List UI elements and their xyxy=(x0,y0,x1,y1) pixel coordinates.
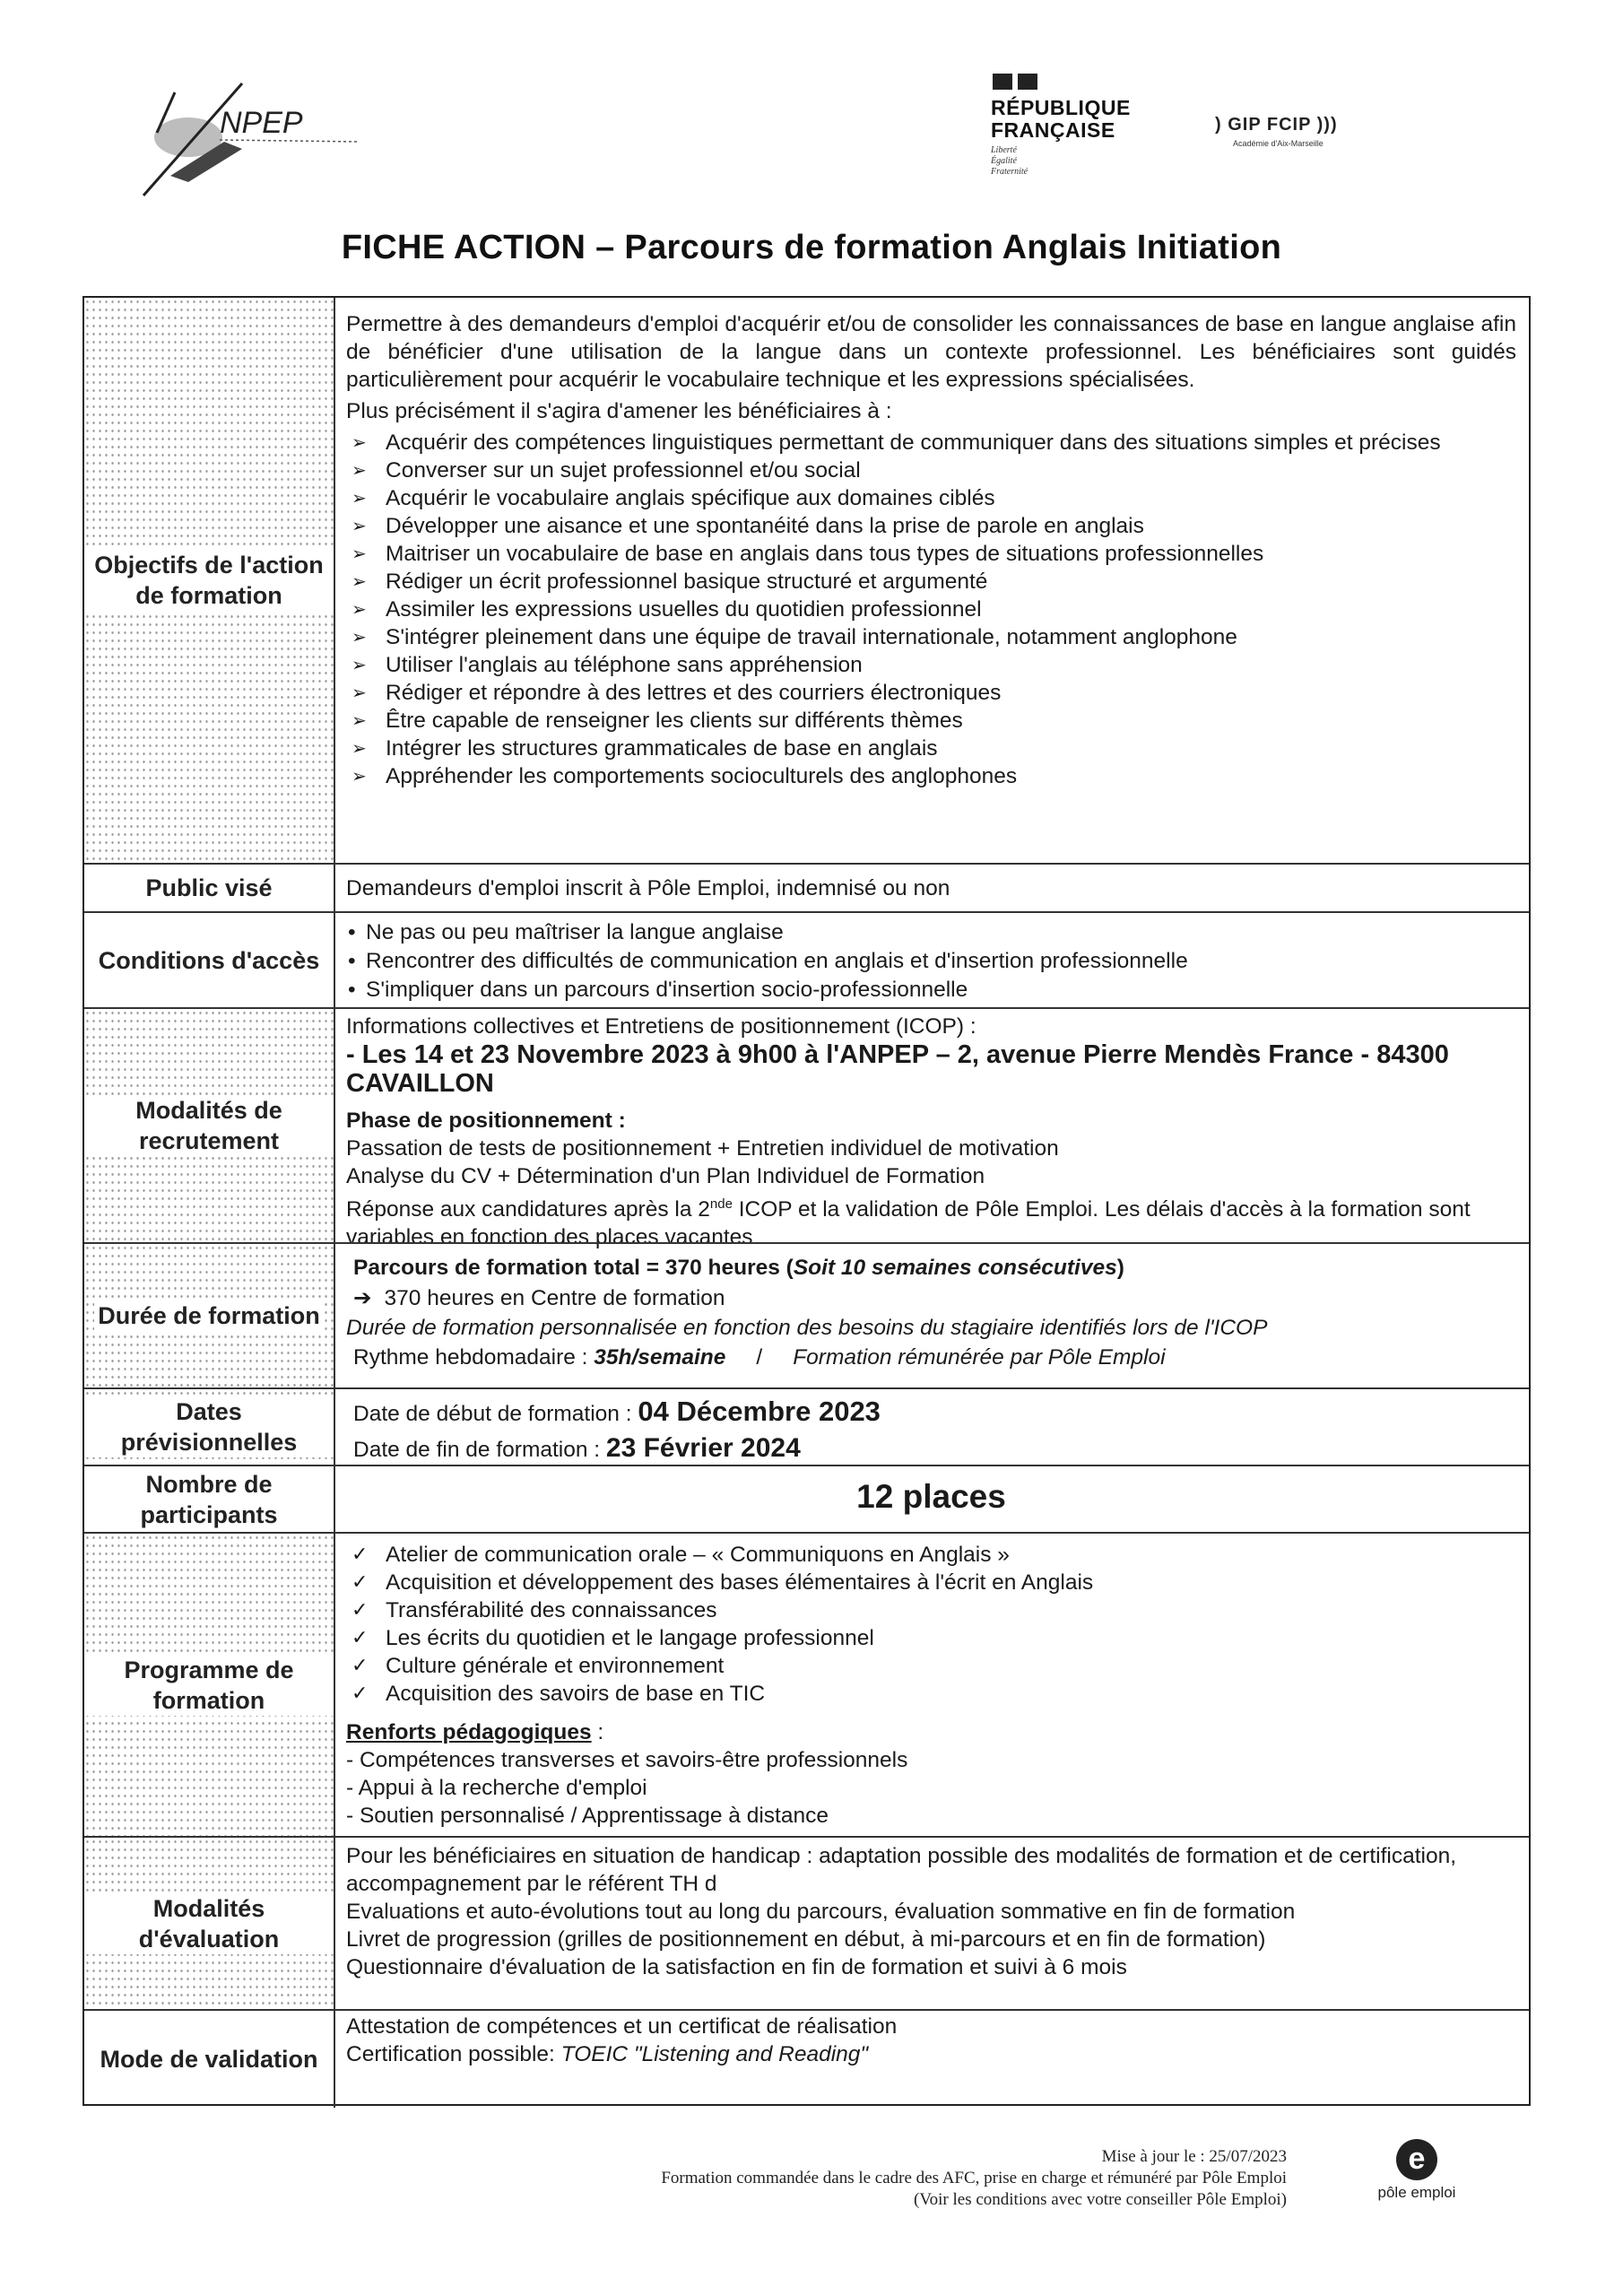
evaluation-line: Pour les bénéficiaires en situation de handicap : adaptation possible des modalités de formation et de certification, accompagnement par le référent TH d xyxy=(346,1844,1457,1896)
date-debut: Date de début de formation : 04 Décembre 2023 xyxy=(353,1396,881,1427)
list-item: ✓ Atelier de communication orale – « Communiquons en Anglais » xyxy=(346,1541,1516,1569)
recrutement-phase-line: Passation de tests de positionnement + Entretien individuel de motivation xyxy=(346,1136,1059,1161)
renforts-item: - Appui à la recherche d'emploi xyxy=(346,1776,647,1800)
content-conditions xyxy=(334,913,1529,1007)
anpep-logo xyxy=(135,70,386,204)
anpep-logo-text: NPEP xyxy=(220,106,303,140)
list-item: ➢ Rédiger un écrit professionnel basique structuré et argumenté xyxy=(346,568,1516,596)
evaluation-line: Evaluations et auto-évolutions tout au long du parcours, évaluation sommative en fin de formation xyxy=(346,1900,1296,1924)
row-conditions xyxy=(84,911,1529,1007)
content-objectifs xyxy=(334,298,1529,863)
label-evaluation: Modalités d'évaluation xyxy=(84,1838,335,2009)
list-item: ➢ Acquérir le vocabulaire anglais spécifique aux domaines ciblés xyxy=(346,484,1516,512)
page-title: FICHE ACTION – Parcours de formation Anglais Initiation xyxy=(341,229,1282,266)
label-objectifs: Objectifs de l'action de formation xyxy=(84,298,335,863)
pole-emploi-logo xyxy=(1363,2139,1471,2220)
list-item: ➢ Être capable de renseigner les clients sur différents thèmes xyxy=(346,707,1516,735)
list-item: ➢ Intégrer les structures grammaticales de base en anglais xyxy=(346,735,1516,762)
conditions-list xyxy=(346,918,1516,1004)
label-conditions: Conditions d'accès xyxy=(84,913,335,1007)
row-recrutement xyxy=(84,1007,1529,1250)
row-participants xyxy=(84,1465,1529,1532)
validation-line1: Attestation de compétences et un certificat de réalisation xyxy=(346,2014,898,2039)
list-item: ➢ Rédiger et répondre à des lettres et des courriers électroniques xyxy=(346,679,1516,707)
list-item: ✓ Acquisition et développement des bases élémentaires à l'écrit en Anglais xyxy=(346,1569,1516,1596)
row-validation xyxy=(84,2009,1529,2108)
pole-emploi-icon: e xyxy=(1396,2139,1437,2180)
list-item: ➢ Converser sur un sujet professionnel et/ou social xyxy=(346,457,1516,484)
list-item: ✓ Transférabilité des connaissances xyxy=(346,1596,1516,1624)
content-evaluation xyxy=(334,1838,1529,2009)
footer-line2: Formation commandée dans le cadre des AFC, prise en charge et rémunéré par Pôle Emploi xyxy=(661,2169,1287,2187)
content-recrutement xyxy=(334,1009,1529,1250)
pole-emploi-name: pôle emploi xyxy=(1377,2184,1456,2201)
duree-perso: Durée de formation personnalisée en fonction des besoins du stagiaire identifiés lors de l'ICOP xyxy=(346,1316,1268,1340)
label-duree: Durée de formation xyxy=(84,1244,335,1387)
list-item: ✓ Les écrits du quotidien et le langage professionnel xyxy=(346,1624,1516,1652)
list-item: ➢ Utiliser l'anglais au téléphone sans appréhension xyxy=(346,651,1516,679)
gip-logo-sub: Académie d'Aix-Marseille xyxy=(1233,139,1324,148)
label-programme: Programme de formation xyxy=(84,1534,335,1836)
objectifs-lead: Plus précisément il s'agira d'amener les bénéficiaires à : xyxy=(346,399,892,423)
rf-motto-2: Égalité xyxy=(991,156,1017,166)
duree-rythme: Rythme hebdomadaire : 35h/semaine / Formation rémunérée par Pôle Emploi xyxy=(353,1345,1166,1370)
label-validation: Mode de validation xyxy=(84,2011,335,2108)
rf-name-line1: RÉPUBLIQUE xyxy=(991,96,1131,119)
gip-bracket-right-icon: ))) xyxy=(1316,115,1338,135)
list-item: • S'impliquer dans un parcours d'insertion socio-professionnelle xyxy=(346,976,1516,1004)
content-programme xyxy=(334,1534,1529,1836)
renforts-item: - Compétences transverses et savoirs-être professionnels xyxy=(346,1748,908,1772)
label-public: Public visé xyxy=(84,865,335,911)
content-public: Demandeurs d'emploi inscrit à Pôle Emploi, indemnisé ou non xyxy=(346,876,950,900)
recrutement-phase-title: Phase de positionnement : xyxy=(346,1109,626,1133)
list-item: • Ne pas ou peu maîtriser la langue anglaise xyxy=(346,918,1516,947)
evaluation-line: Livret de progression (grilles de positionnement en début, à mi-parcours et en fin de formation) xyxy=(346,1927,1266,1952)
duree-centre: ➔ 370 heures en Centre de formation xyxy=(353,1284,725,1310)
content-validation xyxy=(334,2011,1529,2108)
recrutement-reponse: Réponse aux candidatures après la 2nde ICOP et la validation de Pôle Emploi. Les délais d'accès à la formation sont variables en fonction des places vacantes xyxy=(346,1196,1471,1250)
recrutement-info: Informations collectives et Entretiens de positionnement (ICOP) : xyxy=(346,1014,976,1039)
renforts-item: - Soutien personnalisé / Apprentissage à distance xyxy=(346,1804,829,1828)
validation-line2: Certification possible: TOEIC "Listening and Reading" xyxy=(346,2042,869,2066)
footer-line3: (Voir les conditions avec votre conseiller Pôle Emploi) xyxy=(914,2190,1287,2209)
gip-fcip-logo xyxy=(1215,115,1394,187)
objectifs-intro: Permettre à des demandeurs d'emploi d'acquérir et/ou de consolider les connaissances de base en langue anglaise afin de bénéficier d'une utilisation de la langue dans un contexte professionnel. Les bénéficiaires sont guidés particulièrement pour acquérir le vocabulaire technique et les expressions spécialisées. xyxy=(346,312,1516,392)
list-item: ➢ Acquérir des compétences linguistiques permettant de communiquer dans des situations simples et précises xyxy=(346,429,1516,457)
gip-bracket-left-icon: ) xyxy=(1215,115,1222,135)
programme-list xyxy=(346,1541,1516,1708)
footer xyxy=(296,2146,1287,2211)
list-item: ➢ Développer une aisance et une spontanéité dans la prise de parole en anglais xyxy=(346,512,1516,540)
content-dates xyxy=(334,1389,1529,1465)
anpep-logo-graphic xyxy=(135,70,386,204)
participants-value: 12 places xyxy=(856,1478,1006,1515)
label-dates: Dates prévisionnelles xyxy=(84,1389,335,1465)
objectifs-list xyxy=(346,429,1516,790)
list-item: ➢ Maitriser un vocabulaire de base en anglais dans tous types de situations professionnelles xyxy=(346,540,1516,568)
list-item: ✓ Acquisition des savoirs de base en TIC xyxy=(346,1680,1516,1708)
list-item: ✓ Culture générale et environnement xyxy=(346,1652,1516,1680)
fiche-action-table xyxy=(82,296,1531,2106)
row-public xyxy=(84,863,1529,911)
evaluation-line: Questionnaire d'évaluation de la satisfaction en fin de formation et suivi à 6 mois xyxy=(346,1955,1127,1979)
row-evaluation xyxy=(84,1836,1529,2009)
row-duree xyxy=(84,1242,1529,1387)
list-item: ➢ S'intégrer pleinement dans une équipe de travail internationale, notamment anglophone xyxy=(346,623,1516,651)
renforts-title: Renforts pédagogiques : xyxy=(346,1720,604,1744)
date-fin: Date de fin de formation : 23 Février 2024 xyxy=(353,1433,801,1463)
rf-name-line2: FRANÇAISE xyxy=(991,118,1115,142)
arrow-right-icon: ➔ xyxy=(353,1284,372,1310)
list-item: ➢ Appréhender les comportements socioculturels des anglophones xyxy=(346,762,1516,790)
row-programme xyxy=(84,1532,1529,1836)
rf-motto-1: Liberté xyxy=(991,145,1017,155)
list-item: ➢ Assimiler les expressions usuelles du quotidien professionnel xyxy=(346,596,1516,623)
recrutement-phase-line: Analyse du CV + Détermination d'un Plan Individuel de Formation xyxy=(346,1164,985,1188)
duree-total: Parcours de formation total = 370 heures (Soit 10 semaines consécutives) xyxy=(353,1256,1124,1280)
rf-motto-3: Fraternité xyxy=(991,167,1028,177)
row-objectifs xyxy=(84,298,1529,863)
republique-francaise-logo xyxy=(991,74,1179,208)
content-duree xyxy=(334,1244,1529,1387)
recrutement-dates: - Les 14 et 23 Novembre 2023 à 9h00 à l'ANPEP – 2, avenue Pierre Mendès France - 84300 CAVAILLON xyxy=(346,1040,1449,1098)
list-item: • Rencontrer des difficultés de communication en anglais et d'insertion professionnelle xyxy=(346,947,1516,976)
row-dates xyxy=(84,1387,1529,1465)
marianne-icon xyxy=(993,74,1179,90)
gip-logo-text: GIP FCIP xyxy=(1228,115,1312,135)
footer-update: Mise à jour le : 25/07/2023 xyxy=(1101,2147,1287,2166)
label-recrutement: Modalités de recrutement xyxy=(84,1009,335,1242)
label-participants: Nombre de participants xyxy=(84,1466,335,1532)
